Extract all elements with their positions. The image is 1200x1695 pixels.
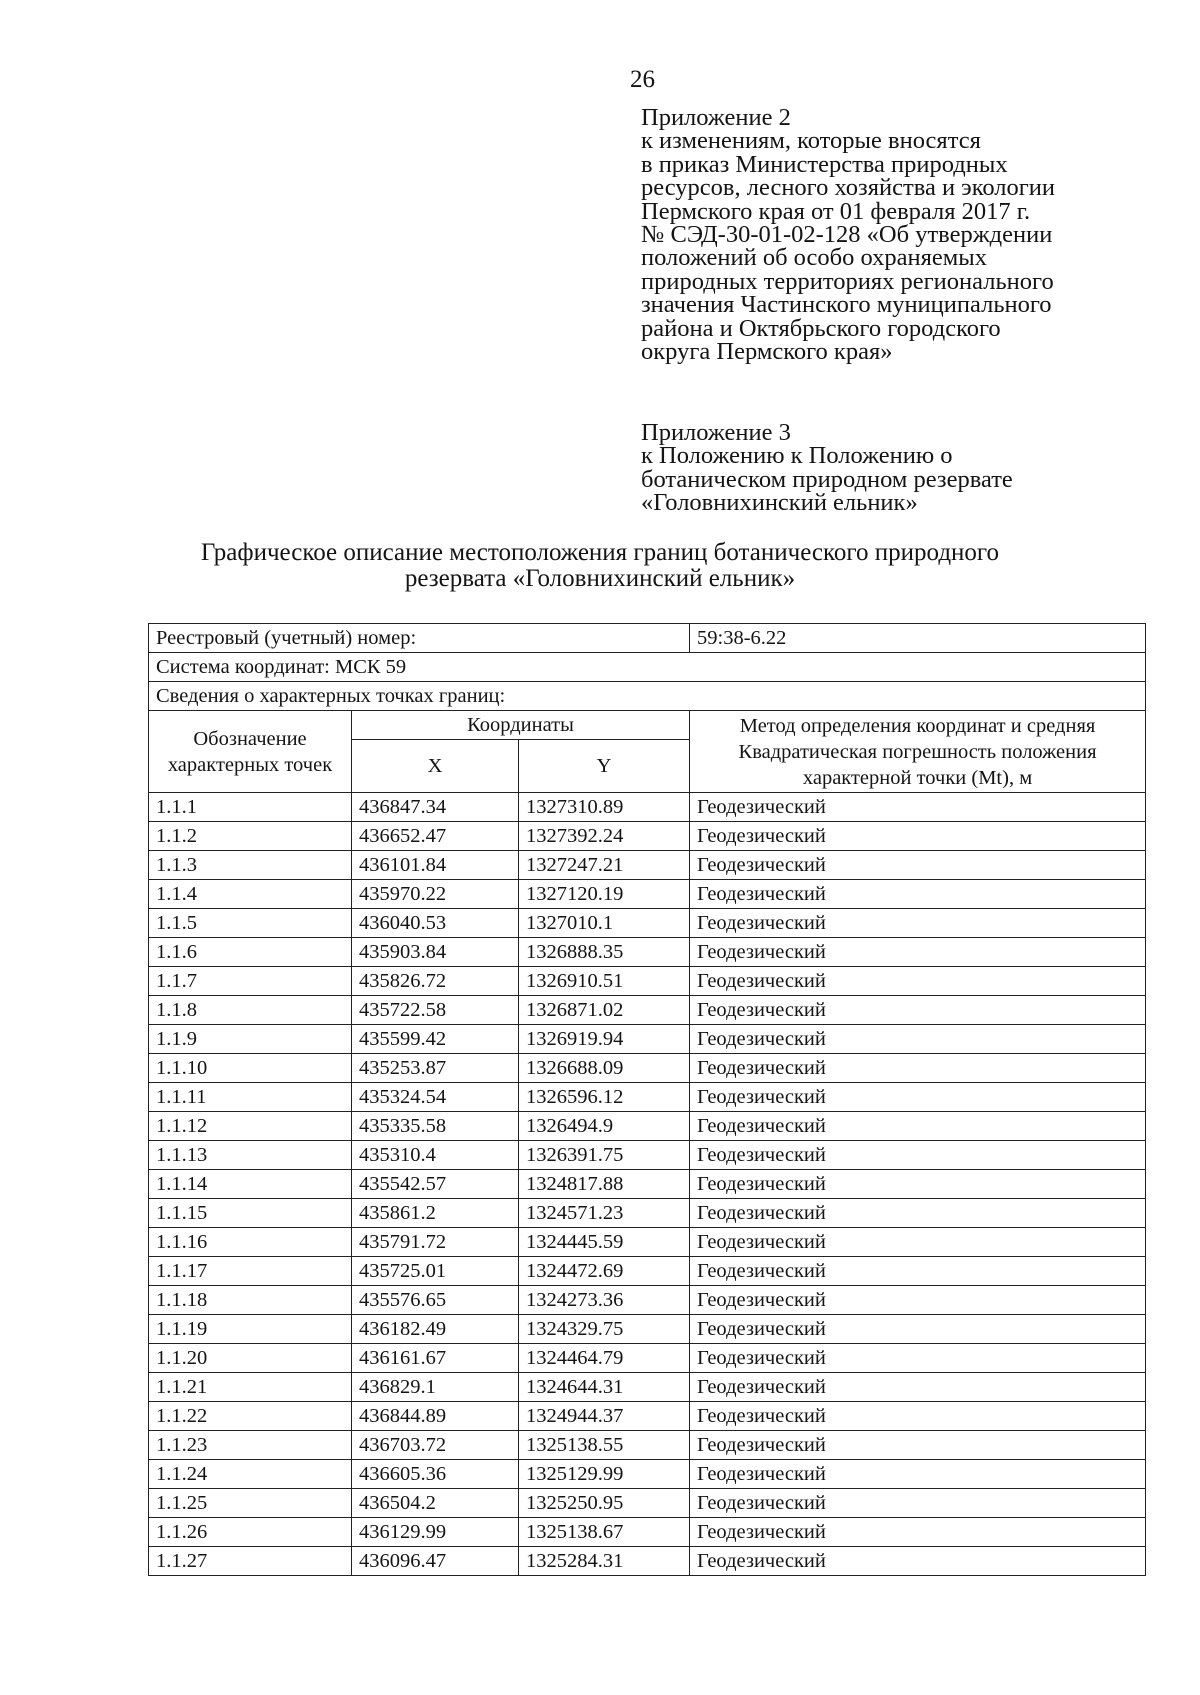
point-cell: 1.1.26: [149, 1518, 352, 1547]
y-cell: 1326919.94: [519, 1025, 690, 1054]
point-cell: 1.1.15: [149, 1199, 352, 1228]
method-cell: Геодезический: [690, 1170, 1146, 1199]
table-row: [149, 1315, 1146, 1344]
y-cell: 1324644.31: [519, 1373, 690, 1402]
y-cell: 1327247.21: [519, 851, 690, 880]
appendix-2-line: ресурсов, лесного хозяйства и экологии: [641, 174, 1056, 202]
point-cell: 1.1.17: [149, 1257, 352, 1286]
y-cell: 1326596.12: [519, 1083, 690, 1112]
point-cell: 1.1.3: [149, 851, 352, 880]
table-row: [149, 1228, 1146, 1257]
x-cell: 435725.01: [352, 1257, 519, 1286]
registry-number-label: Реестровый (учетный) номер:: [149, 624, 690, 653]
method-cell: Геодезический: [690, 996, 1146, 1025]
y-cell: 1326391.75: [519, 1141, 690, 1170]
x-cell: 436101.84: [352, 851, 519, 880]
y-cell: 1324273.36: [519, 1286, 690, 1315]
x-cell: 436703.72: [352, 1431, 519, 1460]
y-cell: 1326871.02: [519, 996, 690, 1025]
method-cell: Геодезический: [690, 1286, 1146, 1315]
appendix-2-line: округа Пермского края»: [641, 338, 893, 366]
y-cell: 1327392.24: [519, 822, 690, 851]
point-cell: 1.1.5: [149, 909, 352, 938]
method-cell: Геодезический: [690, 1054, 1146, 1083]
method-cell: Геодезический: [690, 1141, 1146, 1170]
appendix-2-line: в приказ Министерства природных: [641, 150, 1008, 178]
column-header-coordinates: Координаты: [352, 711, 690, 740]
method-cell: Геодезический: [690, 1315, 1146, 1344]
table-row: [149, 1431, 1146, 1460]
x-cell: 435599.42: [352, 1025, 519, 1054]
y-cell: 1326494.9: [519, 1112, 690, 1141]
table-row: [149, 938, 1146, 967]
point-cell: 1.1.19: [149, 1315, 352, 1344]
point-cell: 1.1.10: [149, 1054, 352, 1083]
y-cell: 1325250.95: [519, 1489, 690, 1518]
point-cell: 1.1.4: [149, 880, 352, 909]
y-cell: 1327120.19: [519, 880, 690, 909]
table-row: [149, 851, 1146, 880]
x-cell: 435722.58: [352, 996, 519, 1025]
method-cell: Геодезический: [690, 1489, 1146, 1518]
method-cell: Геодезический: [690, 1112, 1146, 1141]
point-cell: 1.1.8: [149, 996, 352, 1025]
method-cell: Геодезический: [690, 1402, 1146, 1431]
table-row: [149, 880, 1146, 909]
table-row: [149, 1141, 1146, 1170]
appendix-2-line: значения Частинского муниципального: [641, 291, 1052, 319]
point-cell: 1.1.23: [149, 1431, 352, 1460]
method-cell: Геодезический: [690, 1199, 1146, 1228]
y-cell: 1327010.1: [519, 909, 690, 938]
method-cell: Геодезический: [690, 822, 1146, 851]
method-cell: Геодезический: [690, 1025, 1146, 1054]
x-cell: 436129.99: [352, 1518, 519, 1547]
y-cell: 1326910.51: [519, 967, 690, 996]
registry-number-value: 59:38-6.22: [690, 624, 1146, 653]
table-row: [149, 996, 1146, 1025]
x-cell: 435970.22: [352, 880, 519, 909]
x-cell: 436096.47: [352, 1547, 519, 1576]
x-cell: 435253.87: [352, 1054, 519, 1083]
method-cell: Геодезический: [690, 1228, 1146, 1257]
x-cell: 435826.72: [352, 967, 519, 996]
y-cell: 1325129.99: [519, 1460, 690, 1489]
y-cell: 1325138.55: [519, 1431, 690, 1460]
appendix-3-header: [641, 421, 1013, 515]
point-cell: 1.1.27: [149, 1547, 352, 1576]
y-cell: 1324464.79: [519, 1344, 690, 1373]
method-cell: Геодезический: [690, 1431, 1146, 1460]
point-cell: 1.1.6: [149, 938, 352, 967]
appendix-2-line: к изменениям, которые вносятся: [641, 127, 981, 155]
appendix-2-line: Пермского края от 01 февраля 2017 г.: [641, 197, 1031, 225]
table-row: [149, 1402, 1146, 1431]
table-row: [149, 1373, 1146, 1402]
x-cell: 435335.58: [352, 1112, 519, 1141]
y-cell: 1325284.31: [519, 1547, 690, 1576]
table-row: [149, 909, 1146, 938]
y-cell: 1325138.67: [519, 1518, 690, 1547]
points-info-heading: Сведения о характерных точках границ:: [149, 682, 1146, 711]
column-header-y: Y: [519, 740, 690, 793]
x-cell: 436847.34: [352, 793, 519, 822]
method-cell: Геодезический: [690, 1373, 1146, 1402]
point-cell: 1.1.14: [149, 1170, 352, 1199]
table-row: [149, 1489, 1146, 1518]
y-cell: 1324944.37: [519, 1402, 690, 1431]
point-cell: 1.1.25: [149, 1489, 352, 1518]
appendix-2-header: [641, 104, 1056, 366]
table-row: [149, 1460, 1146, 1489]
x-cell: 435861.2: [352, 1199, 519, 1228]
appendix-3-line: Приложение 3: [641, 419, 791, 446]
point-cell: 1.1.21: [149, 1373, 352, 1402]
table-row: [149, 1518, 1146, 1547]
point-cell: 1.1.12: [149, 1112, 352, 1141]
point-cell: 1.1.24: [149, 1460, 352, 1489]
method-cell: Геодезический: [690, 1547, 1146, 1576]
point-cell: 1.1.11: [149, 1083, 352, 1112]
x-cell: 436182.49: [352, 1315, 519, 1344]
point-cell: 1.1.1: [149, 793, 352, 822]
table-row: [149, 1054, 1146, 1083]
method-cell: Геодезический: [690, 967, 1146, 996]
appendix-2-line: природных территориях регионального: [641, 267, 1054, 295]
method-cell: Геодезический: [690, 1257, 1146, 1286]
x-cell: 435542.57: [352, 1170, 519, 1199]
method-cell: Геодезический: [690, 793, 1146, 822]
x-cell: 435903.84: [352, 938, 519, 967]
method-cell: Геодезический: [690, 1460, 1146, 1489]
point-cell: 1.1.2: [149, 822, 352, 851]
appendix-3-line: «Головнихинский ельник»: [641, 489, 918, 517]
method-cell: Геодезический: [690, 1518, 1146, 1547]
column-header-x: X: [352, 740, 519, 793]
method-cell: Геодезический: [690, 909, 1146, 938]
y-cell: 1324472.69: [519, 1257, 690, 1286]
y-cell: 1326888.35: [519, 938, 690, 967]
table-row: [149, 1257, 1146, 1286]
table-row: [149, 1083, 1146, 1112]
point-cell: 1.1.9: [149, 1025, 352, 1054]
x-cell: 436605.36: [352, 1460, 519, 1489]
x-cell: 436504.2: [352, 1489, 519, 1518]
boundary-points-table: [148, 623, 1146, 1576]
method-cell: Геодезический: [690, 1344, 1146, 1373]
column-header-method: Метод определения координат и средняя Квадратическая погрешность положения характерной точки (Mt), м: [690, 711, 1146, 793]
y-cell: 1327310.89: [519, 793, 690, 822]
method-cell: Геодезический: [690, 1083, 1146, 1112]
table-row: [149, 1547, 1146, 1576]
appendix-2-line: положений об особо охраняемых: [641, 244, 987, 272]
document-title-line: Графическое описание местоположения границ ботанического природного: [200, 539, 1000, 566]
table-row: [149, 967, 1146, 996]
x-cell: 436829.1: [352, 1373, 519, 1402]
method-cell: Геодезический: [690, 938, 1146, 967]
point-cell: 1.1.20: [149, 1344, 352, 1373]
y-cell: 1324571.23: [519, 1199, 690, 1228]
x-cell: 435576.65: [352, 1286, 519, 1315]
document-title: [130, 540, 1070, 592]
x-cell: 436652.47: [352, 822, 519, 851]
method-cell: Геодезический: [690, 851, 1146, 880]
table-row: [149, 1025, 1146, 1054]
table-row: [149, 1112, 1146, 1141]
coordinate-system: Система координат: МСК 59: [149, 653, 1146, 682]
table-row: [149, 822, 1146, 851]
appendix-3-line: к Положению к Положению о: [641, 442, 953, 470]
appendix-2-line: № СЭД-30-01-02-128 «Об утверждении: [641, 221, 1053, 249]
y-cell: 1324329.75: [519, 1315, 690, 1344]
table-row: [149, 793, 1146, 822]
method-cell: Геодезический: [690, 880, 1146, 909]
table-row: [149, 1199, 1146, 1228]
point-cell: 1.1.7: [149, 967, 352, 996]
point-cell: 1.1.16: [149, 1228, 352, 1257]
column-header-point: Обозначение характерных точек: [149, 711, 352, 793]
appendix-3-line: ботаническом природном резервате: [641, 465, 1013, 493]
x-cell: 436844.89: [352, 1402, 519, 1431]
point-cell: 1.1.22: [149, 1402, 352, 1431]
y-cell: 1324445.59: [519, 1228, 690, 1257]
table-row: [149, 1344, 1146, 1373]
page-number: 26: [630, 66, 655, 93]
table-row: [149, 1170, 1146, 1199]
point-cell: 1.1.18: [149, 1286, 352, 1315]
document-title-line: резервата «Головнихинский ельник»: [404, 565, 796, 592]
x-cell: 436040.53: [352, 909, 519, 938]
y-cell: 1326688.09: [519, 1054, 690, 1083]
point-cell: 1.1.13: [149, 1141, 352, 1170]
x-cell: 435791.72: [352, 1228, 519, 1257]
x-cell: 435324.54: [352, 1083, 519, 1112]
y-cell: 1324817.88: [519, 1170, 690, 1199]
x-cell: 435310.4: [352, 1141, 519, 1170]
table-row: [149, 1286, 1146, 1315]
appendix-2-line: района и Октябрьского городского: [641, 314, 1001, 342]
x-cell: 436161.67: [352, 1344, 519, 1373]
appendix-2-line: Приложение 2: [641, 104, 791, 131]
